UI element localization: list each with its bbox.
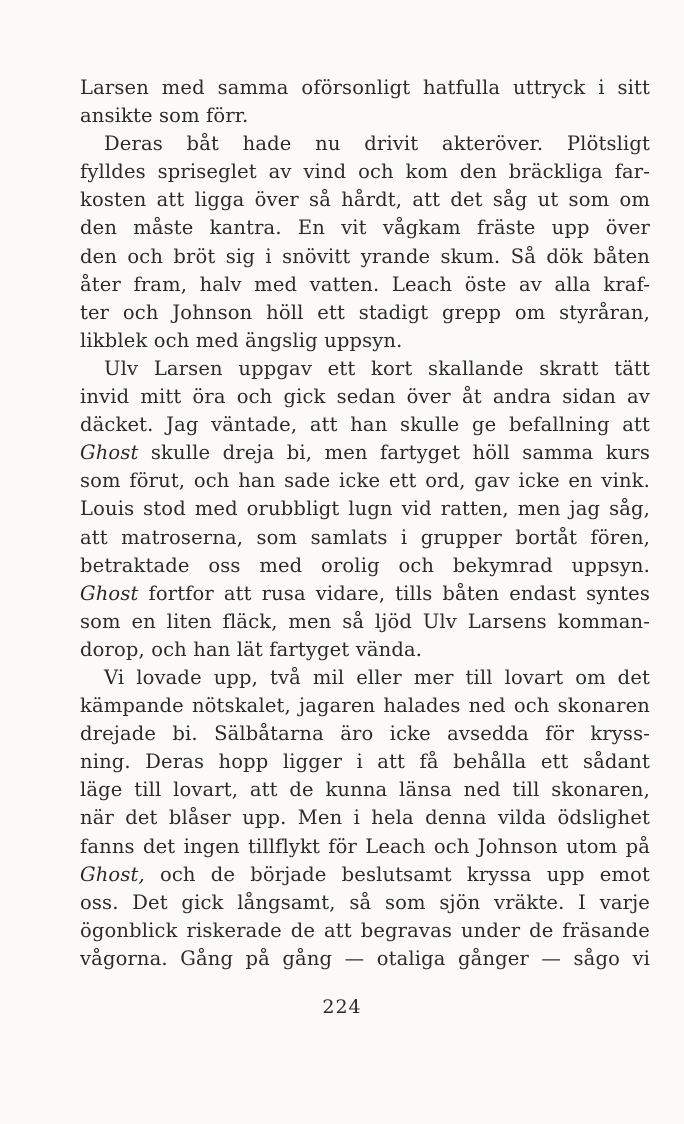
text-line — [80, 299, 650, 327]
text-line-content: betraktade oss med orolig och bekymrad uppsyn. — [80, 553, 650, 577]
text-line — [80, 271, 650, 299]
text-line-content: kämpande nötskalet, jagaren halades ned och skonaren — [80, 694, 650, 718]
text-line-content: läge till lovart, att de kunna länsa ned till skonaren, — [80, 778, 650, 802]
text-line — [80, 524, 650, 552]
page-number: 224 — [322, 996, 362, 1018]
ship-name-italic: Ghost — [80, 581, 139, 605]
text-line-content: ansikte som förr. — [80, 104, 249, 128]
text-line — [80, 833, 650, 861]
text-line — [80, 917, 650, 945]
text-line — [80, 580, 650, 608]
text-line-content: Ulv Larsen uppgav ett kort skallande skratt tätt — [104, 356, 650, 380]
text-line-content: Louis stod med orubbligt lugn vid ratten, men jag såg, — [80, 497, 650, 521]
text-line — [80, 552, 650, 580]
text-line-content: den måste kantra. En vit vågkam fräste upp över — [80, 216, 650, 240]
text-line-content: som förut, och han sade icke ett ord, gav icke en vink. — [80, 469, 650, 493]
text-line-content: åter fram, halv med vatten. Leach öste av alla kraf- — [80, 272, 650, 296]
text-line — [80, 889, 650, 917]
text-line — [80, 495, 650, 523]
text-line-content: att matroserna, som samlats i grupper bortåt fören, — [80, 525, 650, 549]
text-line-content: ter och Johnson höll ett stadigt grepp om styråran, — [80, 300, 650, 324]
text-line-content: vågorna. Gång på gång — otaliga gånger — sågo vi — [80, 946, 650, 970]
text-line-content: däcket. Jag väntade, att han skulle ge befallning att — [80, 413, 650, 437]
text-line — [80, 130, 650, 158]
text-line — [80, 664, 650, 692]
text-line — [80, 327, 650, 355]
text-line-content: invid mitt öra och gick sedan över åt andra sidan av — [80, 385, 650, 409]
ship-name-italic: Ghost — [80, 441, 139, 465]
text-line-content: ning. Deras hopp ligger i att få behålla ett sådant — [80, 750, 650, 774]
text-line-content: Vi lovade upp, två mil eller mer till lovart om det — [104, 665, 650, 689]
text-line — [80, 243, 650, 271]
text-line-content: kosten att ligga över så hårdt, att det såg ut som om — [80, 188, 650, 212]
text-line-content: Larsen med samma oförsonligt hatfulla uttryck i sitt — [80, 76, 650, 99]
text-line — [80, 692, 650, 720]
text-line — [80, 102, 650, 130]
text-line — [80, 355, 650, 383]
text-line-content: när det blåser upp. Men i hela denna vilda ödslighet — [80, 806, 650, 830]
text-line — [80, 186, 650, 214]
text-line-content: fanns det ingen tillflykt för Leach och Johnson utom på — [80, 834, 650, 858]
text-line — [80, 861, 650, 889]
text-line-content: drejade bi. Sälbåtarna äro icke avsedda för kryss- — [80, 722, 650, 746]
text-line — [80, 158, 650, 186]
text-line-content: fortfor att rusa vidare, tills båten endast syntes — [138, 581, 650, 605]
text-line — [80, 608, 650, 636]
text-line — [80, 636, 650, 664]
text-line-content: oss. Det gick långsamt, så som sjön vräkte. I varje — [80, 890, 650, 914]
text-line — [80, 383, 650, 411]
text-line — [80, 439, 650, 467]
text-line-content: som en liten fläck, men så ljöd Ulv Larsens komman- — [80, 609, 650, 633]
text-line — [80, 74, 650, 102]
text-line — [80, 945, 650, 973]
text-line-content: ögonblick riskerade de att begravas under de fräsande — [80, 918, 650, 942]
text-line — [80, 214, 650, 242]
text-line — [80, 748, 650, 776]
text-line-content: likblek och med ängslig uppsyn. — [80, 328, 403, 352]
text-line-content: fylldes spriseglet av vind och kom den bräckliga far- — [80, 160, 650, 184]
text-line-content: skulle dreja bi, men fartyget höll samma kurs — [138, 441, 650, 465]
body-text — [80, 74, 650, 973]
text-line-content: dorop, och han lät fartyget vända. — [80, 637, 423, 661]
text-line — [80, 467, 650, 495]
ship-name-italic: Ghost, — [80, 862, 145, 886]
text-line-content: den och bröt sig i snövitt yrande skum. Så dök båten — [80, 244, 650, 268]
text-line — [80, 720, 650, 748]
text-line — [80, 804, 650, 832]
text-line — [80, 411, 650, 439]
text-line-content: Deras båt hade nu drivit akteröver. Plötsligt — [104, 132, 650, 156]
text-line — [80, 776, 650, 804]
text-line-content: och de började beslutsamt kryssa upp emot — [144, 862, 650, 886]
